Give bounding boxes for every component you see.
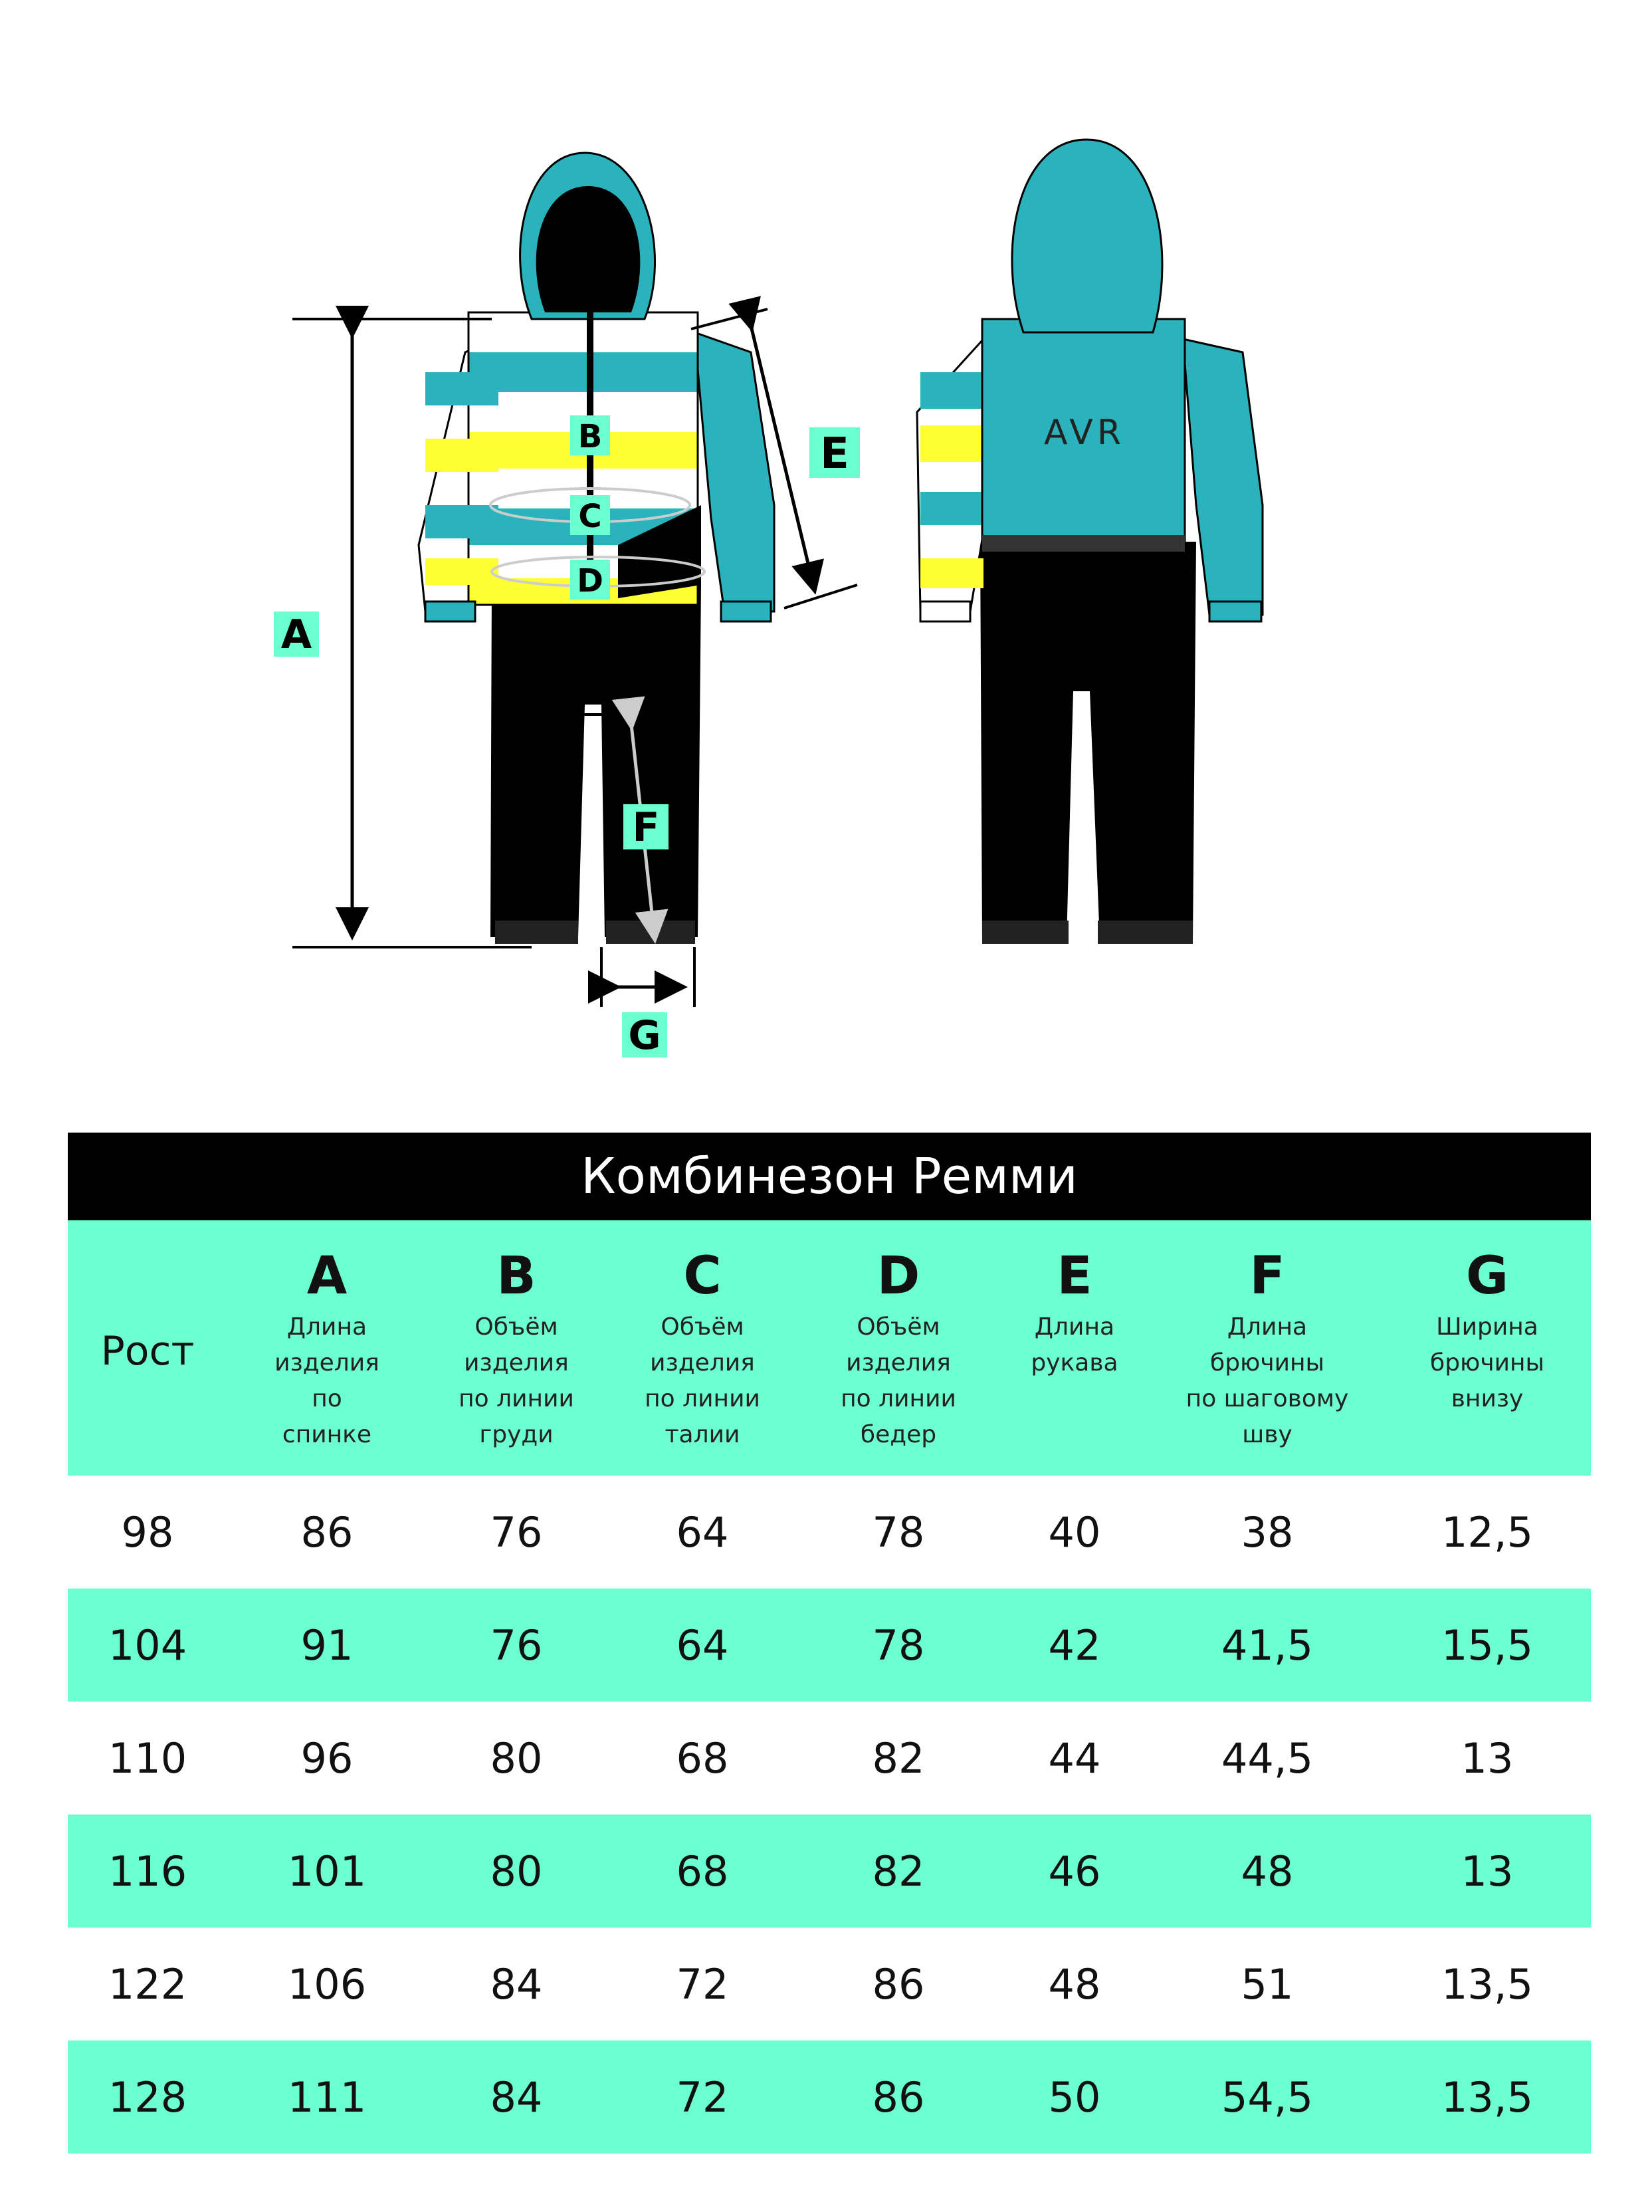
cell-E: 40 [1048,1507,1101,1557]
header-col-B [427,1220,606,1476]
cell-C: 72 [676,2072,729,2122]
cell-E: 48 [1048,1959,1101,2009]
label-G-text: G [628,1012,661,1059]
cell-D: 86 [872,2072,925,2122]
table-row [68,1589,1591,1702]
cell-F: 44,5 [1221,1733,1314,1783]
back-view [917,140,1263,944]
garment-diagram [0,0,1652,1090]
cell-E: 44 [1048,1733,1101,1783]
cell-B: 84 [490,1959,543,2009]
table-row [68,1476,1591,1589]
col-letter: A [306,1246,348,1306]
label-E-text: E [820,429,849,479]
cell-F: 48 [1241,1846,1294,1896]
cell-A: 106 [287,1959,367,2009]
cell-G: 12,5 [1441,1507,1534,1557]
col-letter: C [683,1246,722,1306]
cell-G: 15,5 [1441,1620,1534,1670]
cell-D: 86 [872,1959,925,2009]
label-C [570,495,610,535]
cell-rost: 116 [108,1846,187,1896]
label-C-text: C [578,498,602,535]
cell-C: 64 [676,1507,729,1557]
label-F-text: F [632,804,660,851]
cell-C: 68 [676,1846,729,1896]
cell-B: 80 [490,1846,543,1896]
cell-D: 78 [872,1620,925,1670]
table-row [68,1815,1591,1928]
table-header [68,1220,1591,1476]
cell-rost: 98 [121,1507,174,1557]
col-desc: Ширина брючины внизу [1430,1313,1544,1412]
cell-B: 84 [490,2072,543,2122]
label-A [274,611,319,658]
col-letter: D [877,1246,920,1306]
cell-G: 13,5 [1441,1959,1534,2009]
cell-B: 76 [490,1620,543,1670]
header-col-C [606,1220,799,1476]
cell-D: 82 [872,1733,925,1783]
col-letter: E [1057,1246,1092,1306]
header-col-F [1151,1220,1384,1476]
col-desc: Объём изделия по линии талии [645,1313,760,1448]
cell-C: 64 [676,1620,729,1670]
header-col-E [998,1220,1151,1476]
label-D-text: D [577,562,603,600]
cell-rost: 122 [108,1959,187,2009]
cell-F: 54,5 [1221,2072,1314,2122]
front-view [419,153,774,944]
cell-B: 76 [490,1507,543,1557]
cell-E: 50 [1048,2072,1101,2122]
header-col-A [227,1220,427,1476]
table-row [68,2041,1591,2154]
cell-G: 13,5 [1441,2072,1534,2122]
cell-A: 111 [287,2072,367,2122]
header-col-G [1384,1220,1591,1476]
cell-G: 13 [1461,1846,1514,1896]
cell-E: 42 [1048,1620,1101,1670]
col-letter: G [1465,1246,1509,1306]
cell-A: 86 [300,1507,354,1557]
cell-A: 96 [300,1733,354,1783]
cell-D: 82 [872,1846,925,1896]
label-G [622,1012,667,1059]
col-letter: F [1249,1246,1285,1306]
label-B-text: B [577,418,603,455]
measure-G [601,947,694,1007]
label-B [570,415,610,455]
col-desc: Длина брючины по шаговому шву [1186,1313,1349,1448]
col-desc: Длина изделия по спинке [274,1313,379,1448]
cell-C: 68 [676,1733,729,1783]
cell-F: 41,5 [1221,1620,1314,1670]
header-col-D [799,1220,998,1476]
col-desc: Длина рукава [1031,1313,1118,1377]
label-D [570,560,610,600]
cell-G: 13 [1461,1733,1514,1783]
cell-A: 101 [287,1846,367,1896]
cell-F: 51 [1241,1959,1294,2009]
label-F [623,804,669,851]
size-table [68,1133,1591,2154]
cell-rost: 128 [108,2072,187,2122]
table-title: Комбинезон Ремми [68,1133,1591,1220]
cell-B: 80 [490,1733,543,1783]
table-row [68,1928,1591,2041]
cell-E: 46 [1048,1846,1101,1896]
cell-rost: 104 [108,1620,187,1670]
brand-logo: AVR [1044,413,1125,453]
header-rost: Рост [100,1328,195,1375]
cell-rost: 110 [108,1733,187,1783]
label-A-text: A [280,611,312,658]
cell-C: 72 [676,1959,729,2009]
col-desc: Объём изделия по линии груди [459,1313,574,1448]
cell-A: 91 [300,1620,354,1670]
table-row [68,1702,1591,1815]
cell-D: 78 [872,1507,925,1557]
label-E [809,427,860,479]
col-desc: Объём изделия по линии бедер [841,1313,956,1448]
col-letter: B [496,1246,536,1306]
cell-F: 38 [1241,1507,1294,1557]
